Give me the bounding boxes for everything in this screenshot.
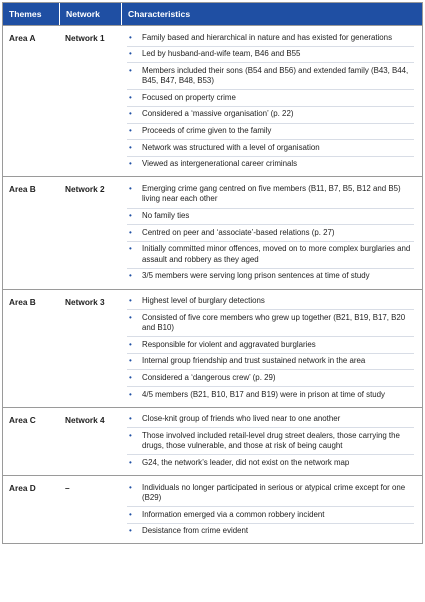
table-header <box>3 3 422 25</box>
list-item <box>127 294 414 311</box>
bullet-icon: • <box>129 482 132 492</box>
characteristic-text: Led by husband-and-wife team, B46 and B55 <box>142 49 301 59</box>
list-item <box>127 455 414 471</box>
list-item <box>127 428 414 455</box>
bullet-icon: • <box>129 244 132 254</box>
bullet-icon: • <box>129 227 132 237</box>
list-item <box>127 524 414 540</box>
characteristic-text: G24, the network’s leader, did not exist on the network map <box>142 457 350 467</box>
table-row <box>3 289 422 407</box>
list-item <box>127 30 414 47</box>
list-item <box>127 157 414 173</box>
theme-cell: Area A <box>9 33 36 43</box>
theme-cell: Area D <box>9 483 36 494</box>
list-item <box>127 310 414 337</box>
characteristic-text: 4/5 members (B21, B10, B17 and B19) were in prison at time of study <box>142 389 385 399</box>
network-cell: Network 2 <box>65 184 105 195</box>
characteristic-text: Individuals no longer participated in serious or atypical crime except for one (B29) <box>142 482 406 503</box>
bullet-icon: • <box>129 356 132 366</box>
characteristic-text: Desistance from crime evident <box>142 526 249 536</box>
header-themes: Themes <box>9 9 42 19</box>
bullet-icon: • <box>129 414 132 424</box>
characteristics-list <box>127 181 414 284</box>
bullet-icon: • <box>129 159 132 169</box>
characteristic-text: Consisted of five core members who grew up together (B21, B19, B17, B20 and B10) <box>142 312 406 333</box>
bullet-icon: • <box>129 339 132 349</box>
bullet-icon: • <box>129 389 132 399</box>
list-item <box>127 507 414 524</box>
characteristics-cell <box>121 26 422 176</box>
table-row <box>3 475 422 543</box>
bullet-icon: • <box>129 183 132 193</box>
list-item <box>127 181 414 208</box>
characteristic-text: Proceeds of crime given to the family <box>142 126 272 136</box>
characteristics-list <box>127 480 414 539</box>
list-item <box>127 354 414 371</box>
theme-cell: Area C <box>9 414 36 425</box>
characteristic-text: Responsible for violent and aggravated burglaries <box>142 339 316 349</box>
list-item <box>127 387 414 403</box>
characteristic-text: Those involved included retail-level drug street dealers, those carrying the drugs, those vulnerable, and those at risk of being caught <box>142 430 400 451</box>
bullet-icon: • <box>129 65 132 75</box>
networks-table <box>2 2 423 544</box>
characteristic-text: Close-knit group of friends who lived near to one another <box>142 414 341 424</box>
bullet-icon: • <box>129 126 132 136</box>
characteristics-list <box>127 412 414 471</box>
table-row <box>3 25 422 176</box>
list-item <box>127 47 414 64</box>
network-cell: Network 1 <box>65 33 105 43</box>
table-row <box>3 407 422 475</box>
network-cell: – <box>65 483 70 494</box>
characteristic-text: Members included their sons (B54 and B56) and extended family (B43, B44, B45, B47, B48, B53) <box>142 65 409 86</box>
bullet-icon: • <box>129 271 132 281</box>
list-item <box>127 242 414 269</box>
characteristic-text: No family ties <box>142 211 190 221</box>
network-cell: Network 4 <box>65 414 105 425</box>
list-item <box>127 107 414 124</box>
characteristic-text: Highest level of burglary detections <box>142 296 265 305</box>
characteristic-text: Initially committed minor offences, moved on to more complex burglaries and assault and robbery as they aged <box>142 244 411 264</box>
list-item <box>127 124 414 141</box>
characteristic-text: Internal group friendship and trust sustained network in the area <box>142 356 366 366</box>
bullet-icon: • <box>129 312 132 322</box>
list-item <box>127 412 414 429</box>
bullet-icon: • <box>129 32 132 42</box>
bullet-icon: • <box>129 109 132 119</box>
bullet-icon: • <box>129 296 132 305</box>
characteristics-cell <box>121 177 422 288</box>
characteristics-list <box>127 30 414 172</box>
bullet-icon: • <box>129 457 132 467</box>
bullet-icon: • <box>129 211 132 221</box>
list-item <box>127 337 414 354</box>
bullet-icon: • <box>129 49 132 59</box>
list-item <box>127 370 414 387</box>
theme-cell: Area B <box>9 184 36 195</box>
characteristics-cell <box>121 408 422 475</box>
table-row <box>3 176 422 288</box>
list-item <box>127 140 414 157</box>
characteristic-text: Viewed as intergenerational career criminals <box>142 159 298 169</box>
bullet-icon: • <box>129 526 132 536</box>
header-characteristics: Characteristics <box>121 3 422 25</box>
characteristic-text: Focused on property crime <box>142 92 236 102</box>
bullet-icon: • <box>129 372 132 382</box>
bullet-icon: • <box>129 92 132 102</box>
bullet-icon: • <box>129 430 132 440</box>
characteristic-text: Considered a ‘massive organisation’ (p. 22) <box>142 109 294 119</box>
bullet-icon: • <box>129 509 132 519</box>
list-item <box>127 209 414 226</box>
list-item <box>127 480 414 507</box>
characteristic-text: Family based and hierarchical in nature and has existed for generations <box>142 32 393 42</box>
characteristic-text: Information emerged via a common robbery incident <box>142 509 325 519</box>
network-cell: Network 3 <box>65 296 105 307</box>
list-item <box>127 225 414 242</box>
bullet-icon: • <box>129 142 132 152</box>
characteristic-text: Emerging crime gang centred on five members (B11, B7, B5, B12 and B5) living near each other <box>142 183 401 204</box>
characteristics-cell <box>121 476 422 543</box>
characteristics-cell <box>121 290 422 407</box>
table-body <box>3 25 422 543</box>
characteristic-text: 3/5 members were serving long prison sentences at time of study <box>142 271 370 281</box>
characteristic-text: Network was structured with a level of organisation <box>142 142 320 152</box>
list-item <box>127 269 414 285</box>
header-network: Network <box>59 3 121 25</box>
theme-cell: Area B <box>9 296 36 307</box>
characteristic-text: Considered a ‘dangerous crew’ (p. 29) <box>142 372 276 382</box>
list-item <box>127 63 414 90</box>
list-item <box>127 90 414 107</box>
characteristic-text: Centred on peer and ‘associate’-based relations (p. 27) <box>142 227 335 237</box>
characteristics-list <box>127 294 414 403</box>
